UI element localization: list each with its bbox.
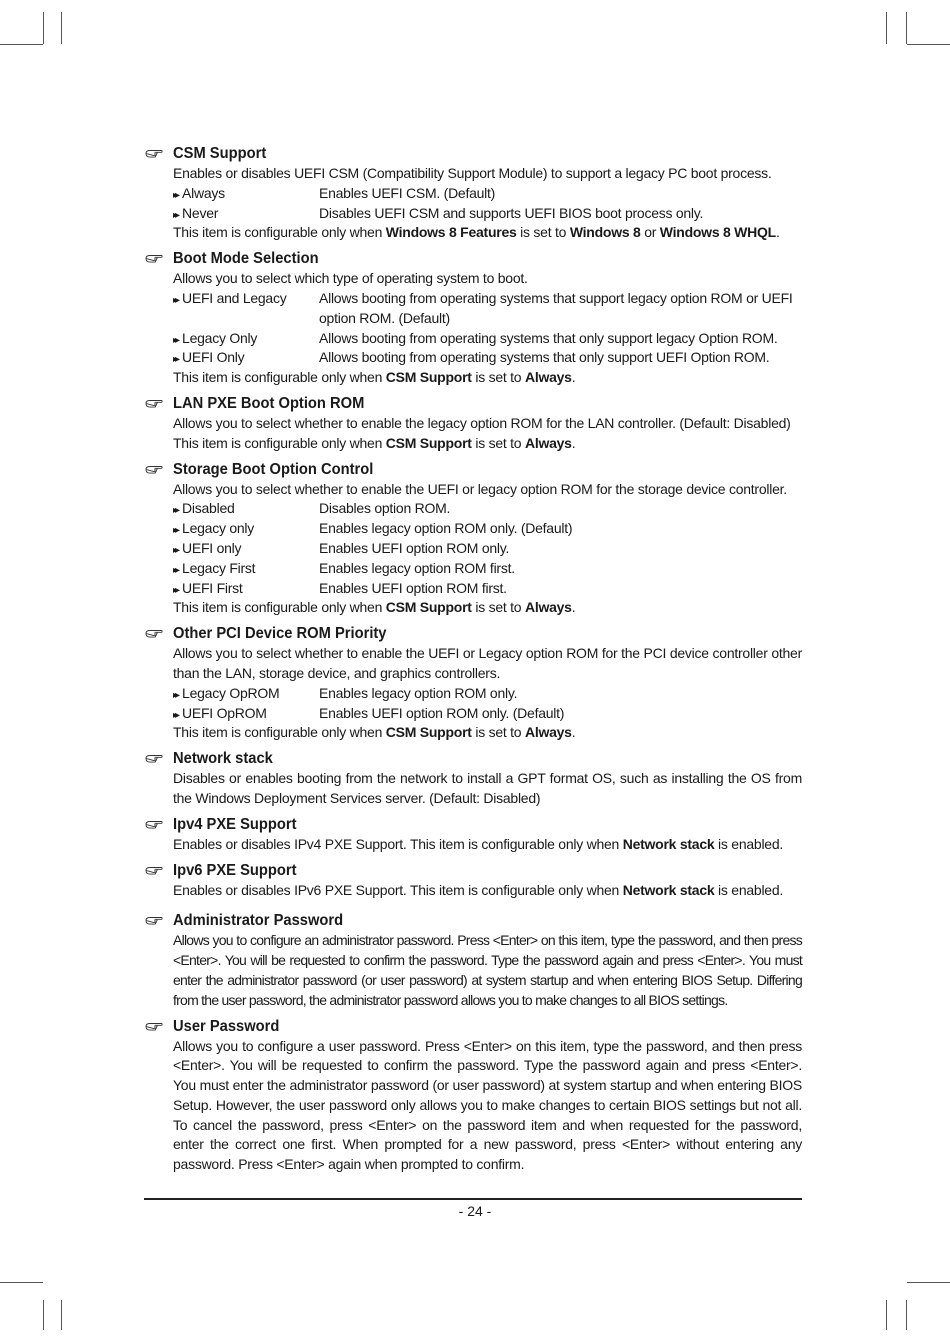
option-description: Enables legacy option ROM only. [319,684,518,701]
option-description: Allows booting from operating systems that only support legacy Option ROM. [319,329,778,346]
pointing-hand-icon [145,817,163,828]
paragraph [173,164,802,184]
text-run: Allows you to select whether to enable the UEFI or legacy option ROM for the storage device controller. [173,480,787,497]
section-csm-support [145,143,802,243]
text-run: is set to [471,434,525,451]
pointing-hand-icon [145,396,163,407]
section-body [173,1037,802,1176]
option-row [173,204,802,224]
section-body [173,480,802,619]
section-body [173,164,802,243]
emphasis-term: CSM Support [385,434,472,451]
section-body [173,835,802,855]
pointing-hand-icon [145,462,163,473]
option-description: Enables UEFI option ROM first. [319,579,507,596]
option-description: Enables legacy option ROM first. [319,559,515,576]
section-title: Ipv6 PXE Support [173,861,297,879]
option-description: Disables UEFI CSM and supports UEFI BIOS boot process only. [319,204,704,221]
text-run: This item is configurable only when [173,724,386,741]
pointing-hand-icon [145,913,163,924]
paragraph [173,269,802,289]
text-run: Disables or enables booting from the network to install a GPT format OS, such as installing the OS from the Windows Deployment Services server. (Default: Disabled) [173,770,802,806]
emphasis-term: Always [524,724,572,741]
pointing-hand-icon [145,863,163,874]
paragraph [173,1037,802,1176]
pointing-hand-icon [145,251,163,262]
page-number: - 24 - [458,1203,492,1219]
emphasis-term: Windows 8 WHQL [659,224,776,241]
option-row [173,329,802,349]
section-title: Storage Boot Option Control [173,460,374,478]
pointing-hand-icon [145,1019,163,1030]
section-body [173,414,802,454]
text-run: is set to [471,369,525,386]
text-run: Allows you to select whether to enable the UEFI or Legacy option ROM for the PCI device controller other than the LAN, storage device, and graphics controllers. [173,645,802,681]
option-name: ▸▸ Legacy only [173,519,319,541]
option-row [173,184,802,204]
section-user-password [145,1016,802,1176]
text-run: This item is configurable only when [173,369,386,386]
emphasis-term: Windows 8 Features [385,224,517,241]
configurable-note [173,368,802,388]
section-body [173,931,802,1010]
text-run: This item is configurable only when [173,434,386,451]
option-name: ▸▸ Legacy Only [173,329,319,351]
option-row [173,539,802,559]
section-title: Ipv4 PXE Support [173,815,297,833]
option-name: ▸▸ UEFI Only [173,348,319,370]
emphasis-term: Always [524,599,572,616]
option-row [173,559,802,579]
section-body [173,644,802,743]
section-title: User Password [173,1017,280,1035]
section-title: Boot Mode Selection [173,250,319,268]
option-description: Enables UEFI option ROM only. (Default) [319,704,565,721]
text-run: This item is configurable only when [173,599,386,616]
option-description: Allows booting from operating systems that support legacy option ROM or UEFI option ROM. (Default) [319,289,793,326]
text-run: is set to [516,224,570,241]
configurable-note [173,598,802,618]
section-storage-boot-option-control [145,459,802,619]
option-description: Enables UEFI CSM. (Default) [319,184,496,201]
section-ipv4-pxe-support [145,814,802,855]
option-description: Enables legacy option ROM only. (Default) [319,520,573,537]
text-run: or [640,224,660,241]
option-name: ▸▸ UEFI and Legacy [173,289,319,311]
text-run: . [571,724,576,741]
option-name: ▸▸ Never [173,204,319,226]
emphasis-term: CSM Support [385,724,472,741]
text-run: . [571,434,576,451]
configurable-note [173,223,802,243]
text-run: . [775,224,780,241]
section-title: Administrator Password [173,912,344,930]
paragraph [173,881,802,901]
text-run: is enabled. [714,835,784,852]
footer-divider [144,1198,802,1200]
text-run: Enables or disables IPv4 PXE Support. This item is configurable only when [173,835,623,852]
text-run: Allows you to configure an administrator password. Press <Enter> on this item, type the password, and then press <Enter>. You will be requested to confirm the password. Type the password again and press <Enter>. You must enter the administrator password (or user password) at system startup and when entering BIOS Setup. Differing from the user password, the administrator password allows you to make changes to all BIOS settings. [173,932,802,1008]
option-name: ▸▸ Always [173,184,319,206]
pointing-hand-icon [145,626,163,637]
paragraph [173,769,802,809]
option-row [173,704,802,724]
text-run: Allows you to select which type of operating system to boot. [173,270,528,287]
option-name: ▸▸ Disabled [173,499,319,521]
text-run: Enables or disables IPv6 PXE Support. This item is configurable only when [173,881,623,898]
paragraph [173,835,802,855]
option-row [173,499,802,519]
section-title: LAN PXE Boot Option ROM [173,394,365,412]
paragraph [173,644,802,684]
text-run: is set to [471,599,525,616]
option-name: ▸▸ UEFI only [173,539,319,561]
option-row [173,348,802,368]
option-description: Enables UEFI option ROM only. [319,539,510,556]
option-name: ▸▸ Legacy OpROM [173,684,319,706]
section-boot-mode-selection [145,248,802,388]
option-description: Allows booting from operating systems that only support UEFI Option ROM. [319,349,770,366]
option-description: Disables option ROM. [319,500,451,517]
text-run: Enables or disables UEFI CSM (Compatibility Support Module) to support a legacy PC boot process. [173,165,772,181]
emphasis-term: Always [524,369,572,386]
text-run: . [571,599,576,616]
emphasis-term: Network stack [622,881,715,898]
emphasis-term: Windows 8 [569,224,641,241]
text-run: . [571,369,576,386]
pointing-hand-icon [145,146,163,157]
paragraph [173,414,802,434]
section-body [173,769,802,809]
option-row [173,684,802,704]
section-title: Network stack [173,750,273,768]
emphasis-term: CSM Support [385,369,472,386]
text-run: is enabled. [714,881,784,898]
text-run: This item is configurable only when [173,224,386,241]
pointing-hand-icon [145,751,163,762]
configurable-note [173,723,802,743]
option-row [173,289,802,329]
section-lan-pxe-boot-option-rom [145,393,802,454]
document-body [145,143,802,1180]
emphasis-term: Always [524,434,572,451]
option-row [173,519,802,539]
section-title: CSM Support [173,145,267,162]
emphasis-term: Network stack [622,835,715,852]
configurable-note [173,434,802,454]
option-name: ▸▸ UEFI OpROM [173,704,319,726]
section-ipv6-pxe-support [145,860,802,901]
paragraph [173,931,802,1010]
paragraph [173,480,802,500]
option-row [173,579,802,599]
section-administrator-password [145,910,802,1010]
option-name: ▸▸ UEFI First [173,579,319,601]
section-body [173,881,802,901]
text-run: Allows you to select whether to enable the legacy option ROM for the LAN controller. (Default: Disabled) [173,414,791,431]
text-run: Allows you to configure a user password. Press <Enter> on this item, type the password, and then press <Enter>. You will be requested to confirm the password. Type the password again and press <Enter>. You must enter the administrator password (or user password) at system startup and when entering BIOS Setup. However, the user password only allows you to make changes to certain BIOS settings but not all. To cancel the password, press <Enter> on the password item and when requested for the password, enter the correct one first. When prompted for a new password, press <Enter> without entering any password. Press <Enter> again when prompted to confirm. [173,1037,802,1173]
section-other-pci-device-rom-priority [145,623,802,743]
section-title: Other PCI Device ROM Priority [173,625,387,643]
emphasis-term: CSM Support [385,599,472,616]
section-body [173,269,802,388]
option-name: ▸▸ Legacy First [173,559,319,581]
section-network-stack [145,748,802,809]
text-run: is set to [471,724,525,741]
